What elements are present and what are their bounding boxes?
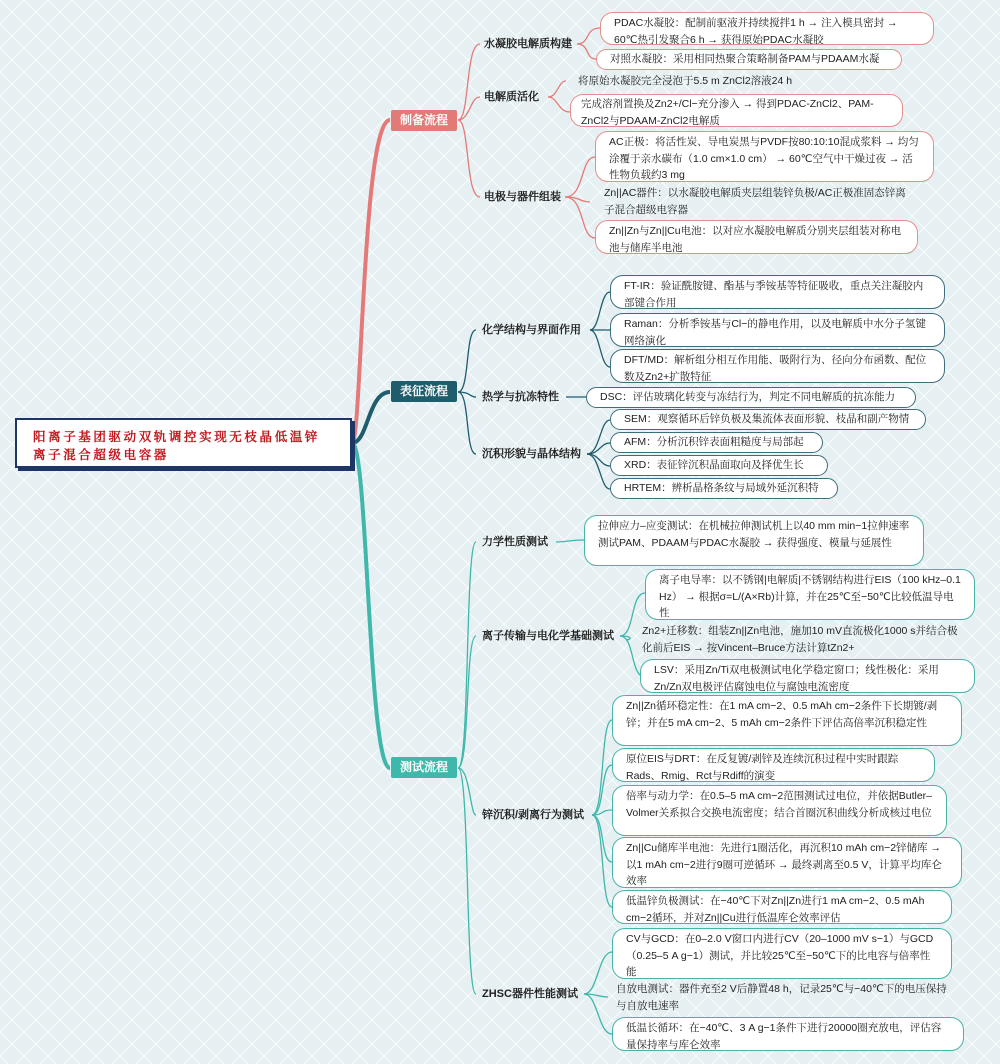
leaf-afm[interactable]: AFM：分析沉积锌表面粗糙度与局部起 bbox=[610, 432, 823, 453]
leaf-sem[interactable]: SEM：观察循环后锌负极及集流体表面形貌、枝晶和副产物情 bbox=[610, 409, 926, 430]
branch-characterization[interactable]: 表征流程 bbox=[391, 381, 457, 402]
group-thermal-antifreeze[interactable]: 热学与抗冻特性 bbox=[482, 391, 559, 403]
leaf-zn-zn-cycling[interactable]: Zn||Zn循环稳定性：在1 mA cm−2、0.5 mAh cm−2条件下长期镀/剥锌；并在5 mA cm−2、5 mAh cm−2条件下评估高倍率沉积稳定性 bbox=[612, 695, 962, 746]
leaf-pdac-hydrogel[interactable]: PDAC水凝胶：配制前驱液并持续搅拌1 h → 注入模具密封 → 60℃热引发聚合6 h → 获得原始PDAC水凝胶 bbox=[600, 12, 934, 45]
leaf-dft-md[interactable]: DFT/MD：解析组分相互作用能、吸附行为、径向分布函数、配位数及Zn2+扩散特征 bbox=[610, 349, 945, 383]
leaf-ftir[interactable]: FT-IR：验证酰胺键、酯基与季铵基等特征吸收，重点关注凝胶内部键合作用 bbox=[610, 275, 945, 309]
root-title-line-2: 离子混合超级电容器 bbox=[33, 447, 169, 462]
group-hydrogel-build[interactable]: 水凝胶电解质构建 bbox=[484, 38, 572, 50]
leaf-hrtem[interactable]: HRTEM：辨析晶格条纹与局域外延沉积特 bbox=[610, 478, 838, 499]
group-zn-plating[interactable]: 锌沉积/剥离行为测试 bbox=[482, 809, 585, 821]
leaf-solvent-exchange[interactable]: 完成溶剂置换及Zn2+/Cl−充分渗入 → 得到PDAC-ZnCl2、PAM-ZnCl2与PDAAM-ZnCl2电解质 bbox=[570, 94, 903, 127]
group-chemical-structure[interactable]: 化学结构与界面作用 bbox=[482, 324, 581, 336]
leaf-zn-ac-device[interactable]: Zn||AC器件：以水凝胶电解质夹层组装锌负极/AC正极准固态锌离子混合超级电容器 bbox=[604, 187, 906, 216]
leaf-ionic-conductivity[interactable]: 离子电导率：以不锈钢|电解质|不锈钢结构进行EIS（100 kHz–0.1 Hz） → 根据σ=L/(A×Rb)计算，并在25℃至−50℃比较低温导电性 bbox=[645, 569, 975, 620]
leaf-zn-transference[interactable]: Zn2+迁移数：组装Zn||Zn电池，施加10 mV直流极化1000 s并结合极化前后EIS → 按Vincent–Bruce方法计算tZn2+ bbox=[642, 625, 958, 654]
leaf-raman[interactable]: Raman：分析季铵基与Cl−的静电作用，以及电解质中水分子氢键网络演化 bbox=[610, 313, 945, 347]
root-title-line-1: 阳离子基团驱动双轨调控实现无枝晶低温锌 bbox=[33, 429, 320, 444]
group-zhsc-device[interactable]: ZHSC器件性能测试 bbox=[482, 988, 578, 1000]
group-electrolyte-activation[interactable]: 电解质活化 bbox=[484, 91, 539, 103]
leaf-low-temp-anode[interactable]: 低温锌负极测试：在−40℃下对Zn||Zn进行1 mA cm−2、0.5 mAh cm−2循环，并对Zn||Cu进行低温库仑效率评估 bbox=[612, 890, 952, 924]
leaf-cv-gcd[interactable]: CV与GCD：在0–2.0 V窗口内进行CV（20–1000 mV s−1）与GCD（0.25–5 A g−1）测试，并比较25℃至−50℃下的比电容与倍率性能 bbox=[612, 928, 952, 979]
leaf-dsc[interactable]: DSC：评估玻璃化转变与冻结行为，判定不同电解质的抗冻能力 bbox=[586, 387, 916, 408]
group-deposition-morphology[interactable]: 沉积形貌与晶体结构 bbox=[482, 448, 581, 460]
leaf-rate-kinetics[interactable]: 倍率与动力学：在0.5–5 mA cm−2范围测试过电位，并依据Butler–Volmer关系拟合交换电流密度；结合首圈沉积曲线分析成核过电位 bbox=[612, 785, 947, 836]
branch-testing[interactable]: 测试流程 bbox=[391, 757, 457, 778]
group-ion-transport[interactable]: 离子传输与电化学基础测试 bbox=[482, 630, 614, 642]
leaf-soak[interactable]: 将原始水凝胶完全浸泡于5.5 m ZnCl2溶液24 h bbox=[578, 75, 793, 87]
leaf-tensile[interactable]: 拉伸应力–应变测试：在机械拉伸测试机上以40 mm min−1拉伸速率测试PAM、PDAAM与PDAC水凝胶 → 获得强度、模量与延展性 bbox=[584, 515, 924, 566]
group-electrode-assembly[interactable]: 电极与器件组装 bbox=[484, 191, 561, 203]
leaf-zn-cu-reservoir[interactable]: Zn||Cu储库半电池：先进行1圈活化，再沉积10 mAh cm−2锌储库 → 以1 mAh cm−2进行9圈可逆循环 → 最终剥离至0.5 V，计算平均库仑效率 bbox=[612, 837, 962, 888]
leaf-self-discharge[interactable]: 自放电测试：器件充至2 V后静置48 h，记录25℃与−40℃下的电压保持与自放电速率 bbox=[616, 983, 947, 1012]
root-topic[interactable] bbox=[15, 418, 352, 468]
leaf-insitu-eis-drt[interactable]: 原位EIS与DRT：在反复镀/剥锌及连续沉积过程中实时跟踪Rads、Rmig、Rct与Rdiff的演变 bbox=[612, 748, 935, 782]
leaf-control-hydrogel[interactable]: 对照水凝胶：采用相同热聚合策略制备PAM与PDAAM水凝 bbox=[596, 49, 902, 70]
leaf-low-temp-cycling[interactable]: 低温长循环：在−40℃、3 A g−1条件下进行20000圈充放电，评估容量保持率与库仑效率 bbox=[612, 1017, 964, 1051]
group-mechanical[interactable]: 力学性质测试 bbox=[482, 536, 548, 548]
leaf-ac-cathode[interactable]: AC正极：将活性炭、导电炭黑与PVDF按80:10:10混成浆料 → 均匀涂覆于亲水碳布（1.0 cm×1.0 cm） → 60℃空气中干燥过夜 → 活性物负载约3 mg bbox=[595, 131, 934, 182]
leaf-lsv[interactable]: LSV：采用Zn/Ti双电极测试电化学稳定窗口；线性极化：采用Zn/Zn双电极评估腐蚀电位与腐蚀电流密度 bbox=[640, 659, 975, 693]
leaf-xrd[interactable]: XRD：表征锌沉积晶面取向及择优生长 bbox=[610, 455, 828, 476]
branch-prep[interactable]: 制备流程 bbox=[391, 110, 457, 131]
leaf-zn-zn-cells[interactable]: Zn||Zn与Zn||Cu电池：以对应水凝胶电解质分别夹层组装对称电池与储库半电池 bbox=[595, 220, 918, 254]
